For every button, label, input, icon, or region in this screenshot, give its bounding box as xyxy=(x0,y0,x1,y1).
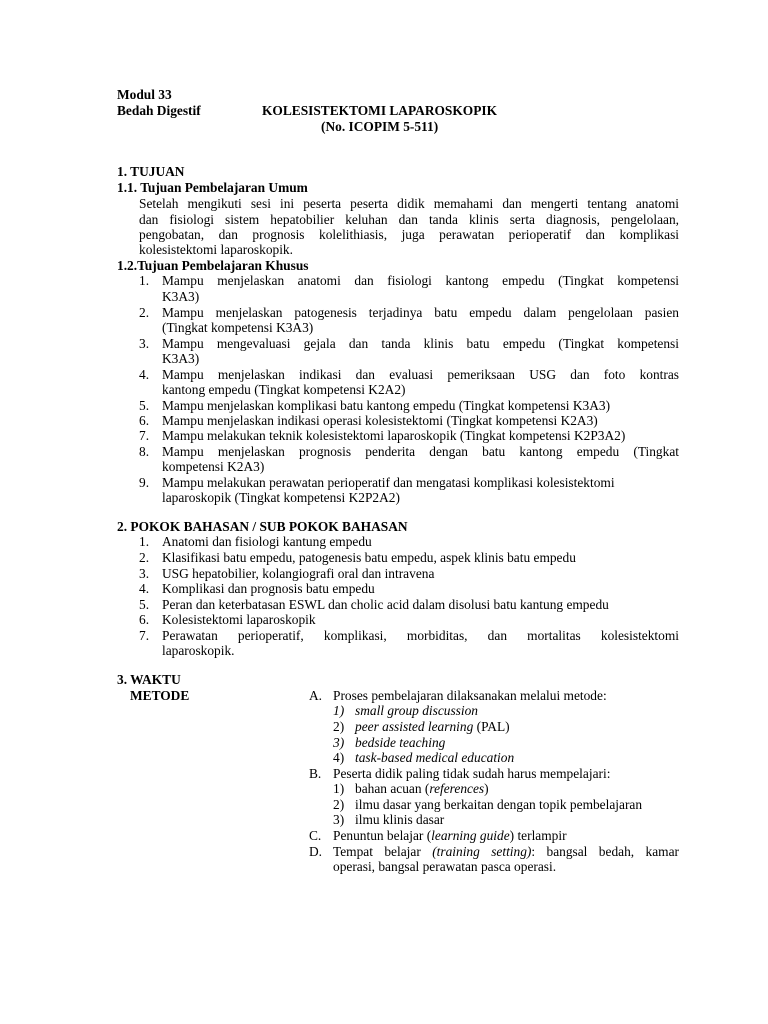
list-item-number: 5. xyxy=(139,398,150,413)
list-item-number: 2. xyxy=(139,305,150,320)
list-item: Mampu menjelaskan indikasi dan evaluasi pemeriksaan USG dan foto kontras xyxy=(162,367,679,382)
list-item-number: 7. xyxy=(139,428,150,443)
list-item-number: 6. xyxy=(139,612,150,627)
section-3-heading: 3. WAKTU xyxy=(117,672,181,687)
list-item: Mampu melakukan teknik kolesistektomi laparoskopik (Tingkat kompetensi K2P3A2) xyxy=(162,428,626,443)
module-number: Modul 33 xyxy=(117,87,172,102)
list-item: Kolesistektomi laparoskopik xyxy=(162,612,316,627)
sub-item-text: ilmu klinis dasar xyxy=(355,812,445,827)
list-item: (Tingkat kompetensi K3A3) xyxy=(162,320,314,335)
method-item-text: Proses pembelajaran dilaksanakan melalui metode: xyxy=(333,688,607,703)
list-item-number: 1. xyxy=(139,273,150,288)
method-letter: A. xyxy=(309,688,323,703)
list-item: kantong empedu (Tingkat kompetensi K2A2) xyxy=(162,382,406,397)
list-item: laparoskopik. xyxy=(162,643,235,658)
sub-item-text xyxy=(355,719,510,735)
list-item: Mampu menjelaskan indikasi operasi kolesistektomi (Tingkat kompetensi K2A3) xyxy=(162,413,598,428)
list-item: kompetensi K2A3) xyxy=(162,459,265,474)
sub-item-text: small group discussion xyxy=(355,703,479,718)
list-item: Mampu melakukan perawatan perioperatif dan mengatasi komplikasi kolesistektomi xyxy=(162,475,615,490)
sub-item-post: ) xyxy=(484,781,489,796)
list-item: Perawatan perioperatif, komplikasi, morbiditas, dan mortalitas kolesistektomi xyxy=(162,628,679,643)
sub-item-number: 3) xyxy=(333,812,345,827)
list-item: K3A3) xyxy=(162,289,200,304)
list-item: Peran dan keterbatasan ESWL dan cholic acid dalam disolusi batu kantung empedu xyxy=(162,597,609,612)
section-2-heading: 2. POKOK BAHASAN / SUB POKOK BAHASAN xyxy=(117,519,408,534)
procedure-code: (No. ICOPIM 5-511) xyxy=(321,119,439,134)
method-letter: C. xyxy=(309,828,322,843)
sub-item-italic: references xyxy=(429,781,485,796)
list-item: K3A3) xyxy=(162,351,200,366)
list-item-number: 3. xyxy=(139,566,150,581)
list-item-number: 3. xyxy=(139,336,150,351)
sub-item-number: 3) xyxy=(333,735,345,750)
list-item: Komplikasi dan prognosis batu empedu xyxy=(162,581,375,596)
sub-item-number: 2) xyxy=(333,719,345,734)
method-item-text xyxy=(333,844,679,860)
list-item-number: 1. xyxy=(139,534,150,549)
list-item: Mampu menjelaskan komplikasi batu kantong empedu (Tingkat kompetensi K3A3) xyxy=(162,398,611,413)
list-item: Mampu menjelaskan patogenesis terjadinya batu empedu dalam pengelolaan pasien xyxy=(162,305,679,320)
list-item-number: 9. xyxy=(139,475,150,490)
method-item-text: operasi, bangsal perawatan pasca operasi. xyxy=(333,859,557,874)
list-item-number: 5. xyxy=(139,597,150,612)
section-1-heading: 1. TUJUAN xyxy=(117,164,185,179)
list-item: Anatomi dan fisiologi kantung empedu xyxy=(162,534,372,549)
method-item-italic: (training setting) xyxy=(432,844,532,859)
list-item: Mampu menjelaskan anatomi dan fisiologi kantong empedu (Tingkat kompetensi xyxy=(162,273,679,288)
method-letter: D. xyxy=(309,844,323,859)
list-item-number: 6. xyxy=(139,413,150,428)
list-item: Mampu mengevaluasi gejala dan tanda klinis batu empedu (Tingkat kompetensi xyxy=(162,336,679,351)
list-item: laparoskopik (Tingkat kompetensi K2P2A2) xyxy=(162,490,400,505)
sub-item-text xyxy=(355,781,489,797)
method-item-pre: Tempat belajar xyxy=(333,844,433,859)
method-item-pre: Penuntun belajar ( xyxy=(333,828,432,843)
method-label: METODE xyxy=(130,688,190,703)
method-letter: B. xyxy=(309,766,322,781)
list-item-number: 2. xyxy=(139,550,150,565)
list-item: Mampu menjelaskan prognosis penderita dengan batu kantong empedu (Tingkat xyxy=(162,444,679,459)
method-item-text: Peserta didik paling tidak sudah harus mempelajari: xyxy=(333,766,611,781)
sub-item-number: 1) xyxy=(333,703,345,718)
list-item-number: 4. xyxy=(139,367,150,382)
sub-item-pre: bahan acuan ( xyxy=(355,781,430,796)
general-objective-line: pengobatan, dan prognosis kolelithiasis, juga perawatan perioperatif dan komplikasi xyxy=(139,227,679,242)
list-item: Klasifikasi batu empedu, patogenesis batu empedu, aspek klinis batu empedu xyxy=(162,550,576,565)
method-item-post: : bangsal bedah, kamar xyxy=(531,844,679,859)
sub-item-number: 4) xyxy=(333,750,345,765)
sub-item-number: 1) xyxy=(333,781,345,796)
method-item-post: ) terlampir xyxy=(509,828,567,843)
list-item: USG hepatobilier, kolangiografi oral dan intravena xyxy=(162,566,435,581)
list-item-number: 8. xyxy=(139,444,150,459)
general-objective-line: dan fisiologi sistem hepatobilier keluhan dan tanda klinis serta diagnosis, pengelolaan, xyxy=(139,212,679,227)
method-item-text xyxy=(333,828,567,844)
sub-item-text: bedside teaching xyxy=(355,735,446,750)
method-item-italic: learning guide xyxy=(431,828,510,843)
sub-item-text: ilmu dasar yang berkaitan dengan topik pembelajaran xyxy=(355,797,643,812)
section-1-1-heading: 1.1. Tujuan Pembelajaran Umum xyxy=(117,180,308,195)
section-1-2-heading: 1.2.Tujuan Pembelajaran Khusus xyxy=(117,258,309,273)
document-title: KOLESISTEKTOMI LAPAROSKOPIK xyxy=(262,103,498,118)
department-label: Bedah Digestif xyxy=(117,103,201,118)
sub-item-italic: peer assisted learning xyxy=(355,719,474,734)
sub-item-suffix: (PAL) xyxy=(473,719,510,734)
general-objective-line: kolesistektomi laparoskopik. xyxy=(139,242,293,257)
list-item-number: 7. xyxy=(139,628,150,643)
sub-item-number: 2) xyxy=(333,797,345,812)
sub-item-text: task-based medical education xyxy=(355,750,515,765)
list-item-number: 4. xyxy=(139,581,150,596)
general-objective-line: Setelah mengikuti sesi ini peserta peserta didik memahami dan mengerti tentang anatomi xyxy=(139,196,679,211)
